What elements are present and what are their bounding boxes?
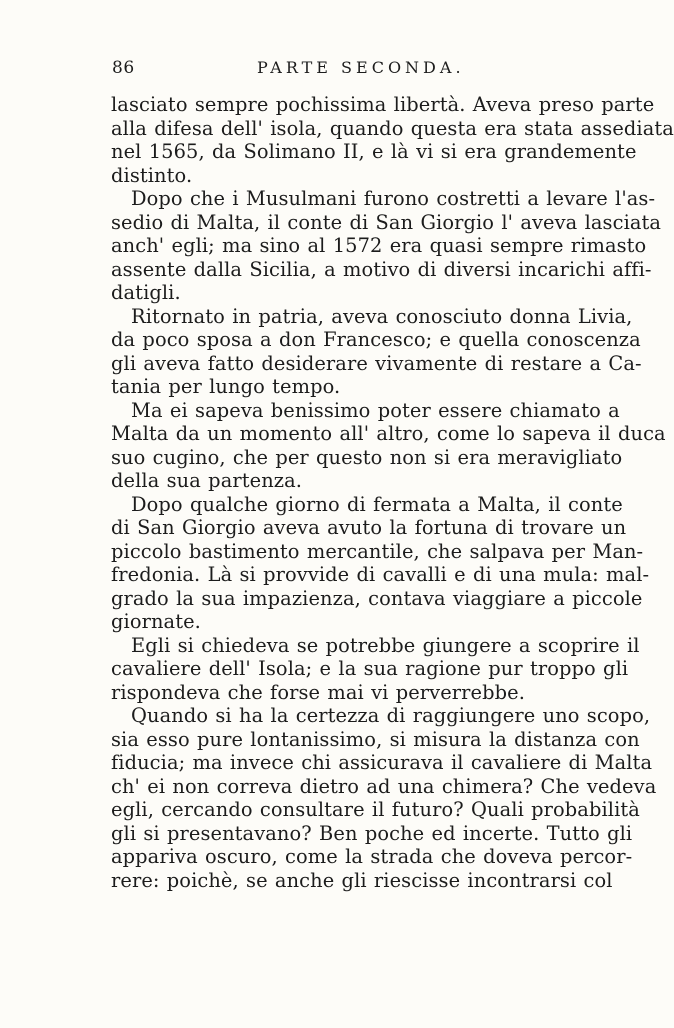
paragraph <box>111 704 657 892</box>
text-line: Malta da un momento all' altro, come lo sapeva il duca <box>111 422 666 445</box>
text-line: grado la sua impazienza, contava viaggiare a piccole <box>111 586 643 610</box>
text-line: distinto. <box>111 163 193 187</box>
text-line: di San Giorgio aveva avuto la fortuna di trovare un <box>111 516 627 539</box>
text-line: egli, cercando consultare il futuro? Quali probabilità <box>111 798 640 821</box>
body-text <box>111 93 674 892</box>
paragraph <box>111 93 674 187</box>
text-line: fiducia; ma invece chi assicurava il cavaliere di Malta <box>111 751 653 774</box>
text-line: lasciato sempre pochissima libertà. Aveva preso parte <box>111 93 655 116</box>
paragraph <box>111 633 640 705</box>
text-line: cavaliere dell' Isola; e la sua ragione pur troppo gli <box>111 657 629 680</box>
text-line: datigli. <box>111 281 181 304</box>
text-line: appariva oscuro, come la strada che doveva percor- <box>111 845 633 868</box>
text-line: della sua partenza. <box>111 469 303 492</box>
paragraph <box>111 492 650 634</box>
paragraph <box>111 398 666 493</box>
text-line: Dopo che i Musulmani furono costretti a levare l'as- <box>131 187 656 210</box>
text-line: suo cugino, che per questo non si era meravigliato <box>111 445 623 469</box>
text-line: piccolo bastimento mercantile, che salpava per Man- <box>111 539 644 563</box>
text-line: sedio di Malta, il conte di San Giorgio l' aveva lasciata <box>111 210 662 234</box>
text-line: da poco sposa a don Francesco; e quella conoscenza <box>111 328 641 351</box>
text-line: Ma ei sapeva benissimo poter essere chiamato a <box>131 398 620 422</box>
text-line: ch' ei non correva dietro ad una chimera? Che vedeva <box>111 774 657 798</box>
paragraph <box>111 187 662 305</box>
text-line: assente dalla Sicilia, a motivo di diversi incarichi affi- <box>111 257 652 281</box>
text-line: anch' egli; ma sino al 1572 era quasi sempre rimasto <box>111 234 647 257</box>
text-line: Ritornato in patria, aveva conosciuto donna Livia, <box>131 304 633 328</box>
text-line: fredonia. Là si provvide di cavalli e di una mula: mal- <box>111 563 650 586</box>
text-line: giornate. <box>111 610 201 633</box>
text-line: rispondeva che forse mai vi perverrebbe. <box>111 680 525 704</box>
text-line: tania per lungo tempo. <box>111 375 341 398</box>
text-line: alla difesa dell' isola, quando questa era stata assediata <box>111 116 674 140</box>
text-line: Dopo qualche giorno di fermata a Malta, il conte <box>131 492 623 516</box>
page-header <box>112 58 617 88</box>
text-line: gli si presentavano? Ben poche ed incerte. Tutto gli <box>111 821 633 845</box>
text-line: Quando si ha la certezza di raggiungere uno scopo, <box>131 704 651 727</box>
text-line: nel 1565, da Solimano II, e là vi si era grandemente <box>111 140 637 163</box>
page-number: 86 <box>112 58 135 78</box>
text-line: rere: poichè, se anche gli riescisse incontrarsi col <box>111 868 613 892</box>
text-line: Egli si chiedeva se potrebbe giungere a scoprire il <box>131 633 640 657</box>
running-head: PARTE SECONDA. <box>257 58 465 77</box>
text-line: sia esso pure lontanissimo, si misura la distanza con <box>111 727 640 751</box>
text-line: gli aveva fatto desiderare vivamente di restare a Ca- <box>111 351 642 375</box>
paragraph <box>111 304 642 399</box>
